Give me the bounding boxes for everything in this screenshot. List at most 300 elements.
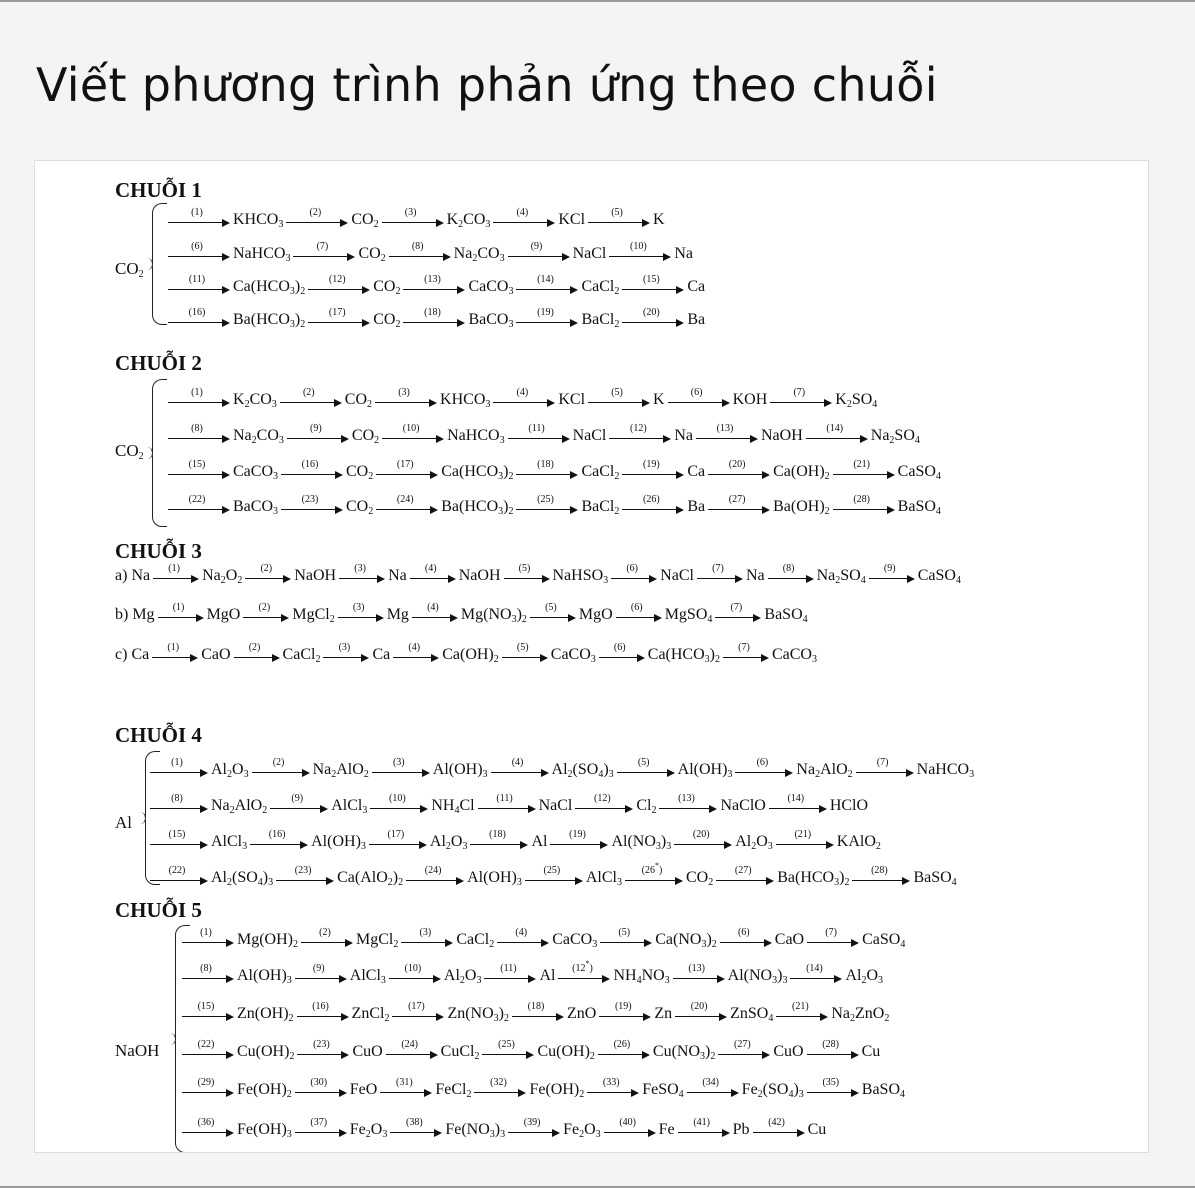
step-number: (42) xyxy=(768,1117,785,1128)
compound: $Fe_2O_3$ xyxy=(563,1121,601,1140)
compound: CaO xyxy=(201,646,231,663)
reaction-arrow xyxy=(152,644,198,664)
step-number: (2) xyxy=(260,563,273,574)
compound: BaSO$_4$ xyxy=(897,498,941,517)
step-number: (5) xyxy=(518,563,531,574)
reaction-arrow xyxy=(611,565,657,585)
compound: CaSO$_4$ xyxy=(862,931,906,950)
step-number: (16) xyxy=(301,459,319,470)
compound: FeCl$_2$ xyxy=(435,1081,472,1100)
step-number: (25) xyxy=(537,494,554,505)
step-number: (9) xyxy=(312,963,325,974)
reaction-arrow xyxy=(856,759,914,779)
compound: BaCl$_2$ xyxy=(581,498,620,517)
compound: $Al(OH)_3$ xyxy=(432,761,488,780)
step-number: (5) xyxy=(618,927,631,938)
step-number: (7) xyxy=(738,642,750,653)
compound: NaCl xyxy=(572,245,607,262)
compound: Fe xyxy=(658,1121,675,1138)
reaction-chain xyxy=(165,241,693,263)
step-number: (2) xyxy=(319,927,331,938)
step-number: (21) xyxy=(853,459,870,470)
step-number: (22) xyxy=(168,865,186,876)
reaction-arrow xyxy=(587,1079,639,1099)
compound: BaSO$_4$ xyxy=(764,606,808,625)
step-number: (10) xyxy=(630,241,647,252)
reaction-arrow xyxy=(182,965,234,985)
chain-root: $CO_2$ xyxy=(115,441,144,462)
reaction-arrow xyxy=(558,959,610,985)
step-number: (7) xyxy=(876,757,889,768)
compound: Na xyxy=(388,567,407,584)
step-number: (25) xyxy=(498,1039,515,1050)
reaction-arrow xyxy=(525,867,583,887)
compound: $CO_2$ xyxy=(351,427,380,446)
reaction-arrow xyxy=(674,831,732,851)
compound: CuCl$_2$ xyxy=(440,1043,480,1062)
step-number: (5) xyxy=(545,602,557,613)
reaction-arrow xyxy=(508,1119,560,1139)
reaction-chain xyxy=(115,642,817,664)
reaction-chain xyxy=(179,1039,880,1061)
compound: $Ba(HCO_3)_2$ xyxy=(777,869,850,888)
compound: NaHSO$_3$ xyxy=(552,567,609,586)
section-heading: CHUỖI 1 xyxy=(115,178,202,202)
step-number: (32) xyxy=(490,1077,507,1088)
section-heading: CHUỖI 4 xyxy=(115,723,202,747)
reaction-arrow xyxy=(401,929,453,949)
step-number: (18) xyxy=(527,1001,545,1012)
compound: Pb xyxy=(732,1121,750,1138)
compound: MgSO$_4$ xyxy=(664,606,713,625)
reaction-arrow xyxy=(474,1079,526,1099)
reaction-arrow xyxy=(478,795,536,815)
reaction-arrow xyxy=(482,1041,534,1061)
reaction-arrow xyxy=(512,1003,564,1023)
compound: FeSO$_4$ xyxy=(642,1081,684,1100)
reaction-chain xyxy=(179,959,883,986)
compound: NaOH xyxy=(458,567,501,584)
compound: $Al_2(SO_4)_3$ xyxy=(211,869,274,888)
reaction-arrow xyxy=(297,1041,349,1061)
reaction-arrow xyxy=(392,1003,444,1023)
compound: $CO_2$ xyxy=(346,498,374,517)
compound: $Ca(OH)_2$ xyxy=(773,463,830,482)
compound: K xyxy=(653,391,665,408)
reaction-arrow xyxy=(295,1079,347,1099)
step-number: (1) xyxy=(191,387,203,398)
reaction-arrow xyxy=(687,1079,739,1099)
compound: $Cu(OH)_2$ xyxy=(537,1043,595,1062)
step-number: (4) xyxy=(427,602,439,613)
reaction-arrow xyxy=(599,1003,651,1023)
reaction-arrow xyxy=(668,389,730,409)
compound: Al xyxy=(531,833,548,850)
compound: CuO xyxy=(352,1043,383,1060)
compound: NaCl xyxy=(572,427,607,444)
step-number: (7) xyxy=(712,563,724,574)
reaction-arrow xyxy=(696,425,758,445)
compound: $CO_2$ xyxy=(373,278,401,297)
reaction-chain xyxy=(147,861,957,888)
compound: AlCl$_3$ xyxy=(349,967,386,986)
reaction-chain xyxy=(147,793,868,815)
step-number: (3) xyxy=(404,207,417,218)
reaction-arrow xyxy=(869,565,915,585)
reaction-arrow xyxy=(406,867,464,887)
step-number: (17) xyxy=(328,307,346,318)
step-number: (20) xyxy=(690,1001,708,1012)
chain-root: $CO_2$ xyxy=(115,259,144,280)
step-number: (40) xyxy=(619,1117,636,1128)
compound: $Ca(HCO_3)_2$ xyxy=(647,646,720,665)
compound: CaCO$_3$ xyxy=(771,646,817,665)
reaction-arrow xyxy=(382,209,444,229)
reaction-arrow xyxy=(295,965,347,985)
compound: $Al_2O_3$ xyxy=(211,761,249,780)
reaction-arrow xyxy=(386,1041,438,1061)
reaction-arrow xyxy=(516,461,578,481)
compound: $Na_2O_2$ xyxy=(202,567,243,586)
compound: CaCl$_2$ xyxy=(282,646,321,665)
compound: CaCl$_2$ xyxy=(581,463,620,482)
step-number: (5) xyxy=(516,642,529,653)
compound: FeO xyxy=(349,1081,378,1098)
compound: $Al_2O_3$ xyxy=(845,967,883,986)
step-number: (13) xyxy=(424,274,441,285)
reaction-arrow xyxy=(493,209,555,229)
compound: $CO_2$ xyxy=(346,463,374,482)
reaction-arrow xyxy=(735,759,793,779)
reaction-arrow xyxy=(168,209,230,229)
step-number: (2) xyxy=(272,757,285,768)
step-number: (7) xyxy=(316,241,329,252)
compound: Ca xyxy=(372,646,391,663)
reaction-arrow xyxy=(390,1119,442,1139)
step-number: (26) xyxy=(643,494,660,505)
step-number: (1) xyxy=(167,642,180,653)
step-number: (19) xyxy=(537,307,554,318)
step-number: (10) xyxy=(402,423,420,434)
compound: NaHCO$_3$ xyxy=(233,245,291,264)
reaction-chain xyxy=(115,602,808,624)
step-number: (41) xyxy=(693,1117,710,1128)
chain-root: NaOH xyxy=(115,1041,160,1060)
reaction-chain xyxy=(165,423,920,445)
reaction-arrow xyxy=(604,1119,656,1139)
reaction-arrow xyxy=(588,209,650,229)
compound: $Ca(HCO_3)_2$ xyxy=(233,278,306,297)
reaction-arrow xyxy=(308,276,370,296)
reaction-arrow xyxy=(852,867,910,887)
reaction-arrow xyxy=(497,929,549,949)
step-number: (23) xyxy=(313,1039,330,1050)
compound: AlCl$_3$ xyxy=(585,869,622,888)
reaction-chain xyxy=(147,829,881,851)
step-number: (10) xyxy=(389,793,406,804)
compound: $K_2CO_3$ xyxy=(446,211,491,230)
compound: CaO xyxy=(774,931,805,948)
step-number: (39) xyxy=(523,1117,541,1128)
reaction-arrow xyxy=(493,389,555,409)
step-number: (20) xyxy=(692,829,710,840)
reaction-arrow xyxy=(600,929,652,949)
reaction-arrow xyxy=(833,461,895,481)
compound: Zn xyxy=(654,1005,673,1022)
step-number: (15) xyxy=(197,1001,215,1012)
reaction-arrow xyxy=(339,565,385,585)
compound: $CO_2$ xyxy=(358,245,386,264)
compound: $Na_2AlO_2$ xyxy=(796,761,853,780)
step-number: (35) xyxy=(822,1077,840,1088)
compound: NaClO xyxy=(720,797,766,814)
reaction-arrow xyxy=(301,929,353,949)
reaction-chain xyxy=(165,494,941,516)
step-number: (23) xyxy=(294,865,312,876)
reaction-arrow xyxy=(376,461,438,481)
step-number: (9) xyxy=(530,241,543,252)
compound: Na xyxy=(674,245,693,262)
reaction-arrow xyxy=(308,309,370,329)
reaction-arrow xyxy=(617,759,675,779)
step-number: (24) xyxy=(401,1039,418,1050)
reaction-arrow xyxy=(252,759,310,779)
step-number: (6) xyxy=(690,387,703,398)
compound: KCl xyxy=(558,211,586,228)
compound: $Fe(OH)_2$ xyxy=(237,1081,292,1100)
compound: $CO_2$ xyxy=(351,211,379,230)
reaction-arrow xyxy=(768,565,814,585)
reaction-arrow xyxy=(295,1119,347,1139)
step-number: (9) xyxy=(291,793,304,804)
compound: $KHCO_3$ xyxy=(440,391,491,410)
reaction-arrow xyxy=(287,425,349,445)
step-number: (38) xyxy=(405,1117,423,1128)
compound: AlCl$_3$ xyxy=(211,833,248,852)
compound: NaOH xyxy=(294,567,337,584)
reaction-chain xyxy=(165,274,705,296)
step-number: (21) xyxy=(794,829,812,840)
reaction-arrow xyxy=(250,831,308,851)
compound: MgO xyxy=(206,606,241,623)
step-number: (7) xyxy=(825,927,837,938)
step-number: (17) xyxy=(387,829,405,840)
reaction-arrow xyxy=(484,965,536,985)
compound: Mg xyxy=(132,606,155,623)
compound: $Zn(NO_3)_2$ xyxy=(447,1005,509,1024)
compound: NaCl xyxy=(538,797,573,814)
compound: HClO xyxy=(829,797,869,814)
reaction-arrow xyxy=(297,1003,349,1023)
compound: BaCl$_2$ xyxy=(581,311,620,330)
step-number: (16) xyxy=(188,307,206,318)
step-number: (6) xyxy=(737,927,750,938)
reaction-arrow xyxy=(622,276,684,296)
compound: $Na_2SO_4$ xyxy=(870,427,920,446)
reaction-arrow xyxy=(807,929,859,949)
step-number: (1) xyxy=(168,563,180,574)
page-title: Viết phương trình phản ứng theo chuỗi xyxy=(36,58,938,112)
reaction-arrow xyxy=(790,965,842,985)
compound: BaSO$_4$ xyxy=(861,1081,906,1100)
reaction-arrow xyxy=(382,425,444,445)
step-number: (28) xyxy=(822,1039,839,1050)
step-number: (8) xyxy=(782,563,795,574)
reaction-arrow xyxy=(370,795,428,815)
compound: CaCO$_3$ xyxy=(550,646,596,665)
compound: Na xyxy=(131,567,151,584)
reaction-chain xyxy=(165,387,877,409)
step-number: (23) xyxy=(301,494,319,505)
reaction-arrow xyxy=(393,644,439,664)
compound: CaSO$_4$ xyxy=(917,567,961,586)
reaction-arrow xyxy=(769,795,827,815)
reaction-arrow xyxy=(376,496,438,516)
reaction-arrow xyxy=(807,1041,859,1061)
reaction-arrow xyxy=(723,644,769,664)
step-number: (19) xyxy=(643,459,660,470)
compound: $Cu(NO_3)_2$ xyxy=(652,1043,716,1062)
reaction-chain xyxy=(165,307,705,329)
compound: $CO_2$ xyxy=(685,869,714,888)
compound: $Ca(NO_3)_2$ xyxy=(655,931,717,950)
compound: $Na_2ZnO_2$ xyxy=(831,1005,890,1024)
reaction-arrow xyxy=(168,425,230,445)
step-number: (12) xyxy=(594,793,611,804)
compound: NaCl xyxy=(660,567,694,584)
reaction-arrow xyxy=(622,496,684,516)
reaction-arrow xyxy=(516,276,578,296)
compound: $Cu(OH)_2$ xyxy=(237,1043,295,1062)
compound: $Fe_2(SO_4)_3$ xyxy=(741,1081,804,1100)
reaction-arrow xyxy=(293,243,355,263)
step-number: (1) xyxy=(171,757,183,768)
compound: $NH_4NO_3$ xyxy=(613,967,670,986)
compound: CaCl$_2$ xyxy=(581,278,620,297)
step-number: (30) xyxy=(310,1077,328,1088)
reaction-arrow xyxy=(770,389,832,409)
step-number: (27) xyxy=(734,865,752,876)
step-number: (15) xyxy=(188,459,206,470)
reaction-arrow xyxy=(806,425,868,445)
reaction-arrow xyxy=(776,1003,828,1023)
compound: $K_2SO_4$ xyxy=(835,391,878,410)
step-number: (33) xyxy=(602,1077,620,1088)
reaction-arrow xyxy=(150,759,208,779)
step-number: (6) xyxy=(756,757,769,768)
compound: Na xyxy=(745,567,765,584)
compound: $Al_2O_3$ xyxy=(429,833,468,852)
compound: KAlO$_2$ xyxy=(836,833,881,852)
reaction-arrow xyxy=(280,389,342,409)
compound: CaCO$_3$ xyxy=(233,463,278,482)
reaction-arrow xyxy=(168,496,230,516)
step-number: (13) xyxy=(678,793,695,804)
step-number: (4) xyxy=(511,757,524,768)
reaction-arrow xyxy=(168,461,230,481)
compound: BaCO$_3$ xyxy=(468,311,514,330)
step-number: (14) xyxy=(826,423,844,434)
step-number: (11) xyxy=(528,423,545,434)
step-number: (9) xyxy=(310,423,322,434)
reaction-arrow xyxy=(575,795,633,815)
reaction-arrow xyxy=(470,831,528,851)
reaction-arrow xyxy=(516,309,578,329)
reaction-arrow xyxy=(720,929,772,949)
compound: $Ca(HCO_3)_2$ xyxy=(441,463,514,482)
reaction-arrow xyxy=(753,1119,805,1139)
step-number: (8) xyxy=(200,963,212,974)
reaction-arrow xyxy=(715,604,761,624)
compound: Mg xyxy=(386,606,409,623)
top-divider xyxy=(0,0,1195,2)
reaction-arrow xyxy=(270,795,328,815)
step-number: (15) xyxy=(168,829,186,840)
reaction-arrow xyxy=(708,496,770,516)
step-number: (2) xyxy=(258,602,271,613)
reaction-arrow xyxy=(678,1119,730,1139)
reaction-chain xyxy=(179,927,905,949)
reaction-arrow xyxy=(375,389,437,409)
reaction-arrow xyxy=(708,461,770,481)
reaction-arrow xyxy=(403,309,465,329)
reaction-arrow xyxy=(625,861,683,887)
step-number: (3) xyxy=(392,757,405,768)
reaction-arrow xyxy=(807,1079,859,1099)
compound: CaCO$_3$ xyxy=(468,278,514,297)
compound: $Ca(AlO_2)_2$ xyxy=(337,869,404,888)
compound: $Al(OH)_3$ xyxy=(467,869,522,888)
compound: CaCO$_3$ xyxy=(552,931,598,950)
compound: Ca xyxy=(687,463,706,480)
reaction-chain xyxy=(179,1077,905,1099)
compound: Cu xyxy=(807,1121,827,1138)
compound: $Al(OH)_3$ xyxy=(237,967,292,986)
reaction-arrow xyxy=(516,496,578,516)
reaction-arrow xyxy=(168,276,230,296)
reaction-arrow xyxy=(281,496,343,516)
compound: $Al_2O_3$ xyxy=(735,833,773,852)
compound: KCl xyxy=(558,391,586,408)
step-number: (7) xyxy=(793,387,806,398)
step-number: (12*) xyxy=(572,959,593,974)
compound: $Al(OH)_3$ xyxy=(311,833,366,852)
step-number: (34) xyxy=(702,1077,719,1088)
compound: MgCl$_2$ xyxy=(292,606,335,625)
compound: $Mg(NO_3)_2$ xyxy=(460,606,527,625)
step-number: (19) xyxy=(569,829,586,840)
reaction-arrow xyxy=(150,867,208,887)
step-number: (14) xyxy=(787,793,805,804)
reaction-arrow xyxy=(598,1041,650,1061)
reaction-arrow xyxy=(286,209,348,229)
step-number: (8) xyxy=(171,793,183,804)
step-number: (3) xyxy=(354,563,366,574)
compound: NaHCO$_3$ xyxy=(447,427,505,446)
step-number: (28) xyxy=(853,494,870,505)
compound: $Zn(OH)_2$ xyxy=(237,1005,294,1024)
compound: $Na_2CO_3$ xyxy=(233,427,284,446)
section-heading: CHUỖI 3 xyxy=(115,539,202,563)
step-number: (22) xyxy=(197,1039,215,1050)
reaction-arrow xyxy=(182,1041,234,1061)
reaction-chain xyxy=(179,1001,889,1023)
step-number: (36) xyxy=(197,1117,215,1128)
reaction-arrow xyxy=(504,565,550,585)
compound: $Ba(HCO_3)_2$ xyxy=(441,498,514,517)
reaction-arrow xyxy=(502,644,548,664)
step-number: (24) xyxy=(424,865,442,876)
